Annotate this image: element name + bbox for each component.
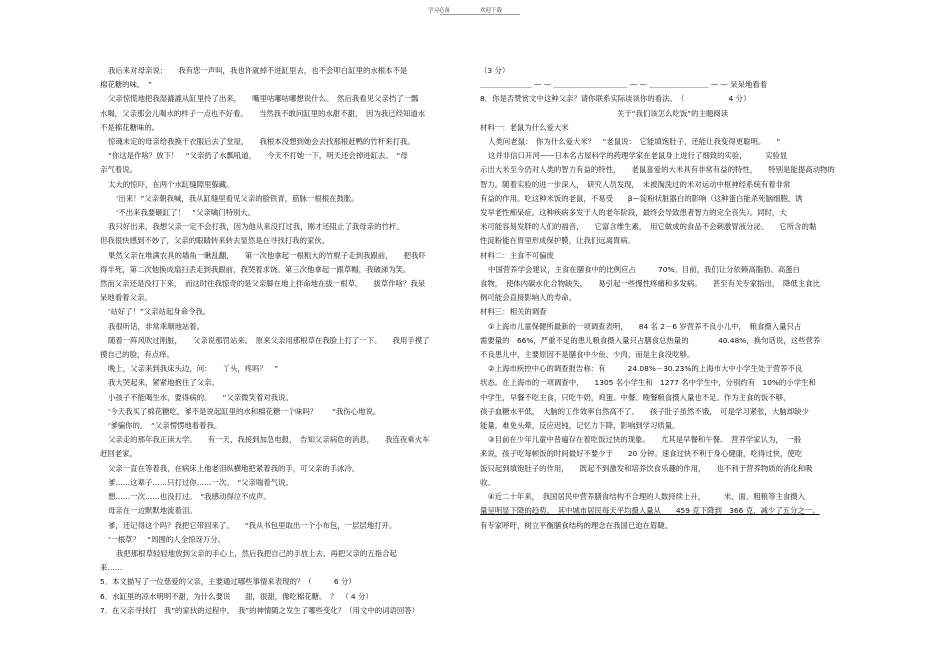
right-line: 中学生，早餐不吃主食，只吃牛奶，鸡蛋。中餐、晚餐粮食摄入量也不足。作为主食的饭不够， [480,392,791,402]
left-line: ‘爹骗你的。 “父亲愣愣地看着我。 [108,421,222,431]
left-column [100,64,460,618]
left-line: 然而父亲还是没打下来， 而这时往我惊奇的是父亲脚在地上拌命地在拔一根草。 拔草作啥？我呆 [100,279,426,289]
right-line: 收。 [480,477,495,487]
right-line: 需要量的 66%，严重不足的患儿粮食摄入量只占膳食总热量的 40.48%，换句话说，这些营养 [480,335,821,345]
left-line: 果然父亲在堆满农具的墙角一瞅乱翻， 第一次他拿起一根粗大的竹棍子走到我跟前， 把我吓 [108,250,426,260]
left-line: 父亲一直在等着我，在病床上他老泪纵横地把紧着我的手，可父亲的手冰冷。 [108,463,360,473]
right-line: 食物， 使体内碳水化合物缺失， 易引起一些慢性疼痛和多发病。 甚至有关专家指出， 降低主食比 [480,279,820,289]
answer-blank-line: ＿＿＿＿＿＿＿ — — ＿＿＿＿＿＿＿＿＿＿ — — ＿＿＿＿＿＿＿＿ — — 呆呆地看着 [480,80,768,90]
left-line: 呆地看着父亲。 [100,293,152,303]
left-line: ‘站好了！”父亲站起身命令我。 [108,307,211,317]
left-line: 但我很快感到不妙了，父亲的眼睛转来转去显然是在寻找打我的家伙。 [100,236,330,246]
right-line: 有益的作用。吃这种米饭的老鼠，不易受 β—淀粉状脏器白的影响（这种蛋白能杀死脑细胞，诱 [480,193,803,203]
header-right-text: 欢迎下载 [480,8,503,14]
left-line: 太大的惊吓，在两个水缸缝隙里躲藏。 [108,179,234,189]
left-line: ‘不出来我要砸缸了！ “父亲噙门特别大。 [116,208,256,218]
left-line: 爹，还记得这个吗？我把它带回来了。 “我从书包里取出一个小布包，一层层地打开。 [108,520,397,530]
left-line: “你这是作啥？放下！ “父亲扔了水瓢吼道， 今天不打她一下，明天还会掉进缸去。 “母 [108,151,408,161]
left-line: 得半死，第二次他换成扇扫丢走到我跟前，我哭着求饶。第三次他拿起一跟草帽，我破涕为笑。 [100,264,411,274]
right-line: 能量，难免头晕，反应迟钝，记忆力下降，影响到学习质量。 [480,421,680,431]
right-line: 孩子血糖水平低， 大脑的工作效率自然高不了。 孩子肚子虽然不饿， 可是学习紧张，大脑却缺少 [480,406,809,416]
right-line: 示出大米至今仍对人类的智力有益的特性， 老鼠喜爱的大米具有非常有益的特性， 特别是能提高动物的 [480,165,835,175]
left-line: ‘出来！”父亲朝我喊，我从缸缝里看见父亲的脸铁青，筋脉一根根在鼓胀。 [116,193,359,203]
left-line: ‘一根草？ “周围的人全惊讶万分。 [108,534,226,544]
left-line: 棉花糖的味。 ” [100,80,152,90]
left-line: 亲气着说。 [100,165,137,175]
left-line: 父亲走的那年我正读大学。 有一天，我接到加急电报， 告知父亲病危的消息， 我连夜乘火车 [108,435,430,445]
left-line: 随着一阵风吹过刚脏， 父亲说那罚站来。 原来父亲用那根草在我脸上打了一下。 我用手摸了 [108,335,430,345]
question-5: 5．本文描写了一位慈爱的父亲，主要通过哪些事情来表现的？（ 6 分） [100,577,356,587]
right-line: ③目前在少年儿童中普遍存在着吃饭过快的现象。 尤其是早餐和午餐。 营养学家认为， 一般 [488,435,802,445]
left-line: 我把那根草轻轻地放到父亲的手心上，然后我把自己的手放上去，再把父亲的五指合起 [116,548,397,558]
left-line: 来…… [100,563,123,573]
right-line-underlined: 量呈明显下降的趋势。 其中城市居民每天平均摄入量从 459 克下降到 366 克，减少了五分之一。 [480,506,820,516]
left-line: 不是棉花糖味的。 [100,122,160,132]
left-line: 我只好出来，我想父亲一定不会打我，因为他从来没打过我，刚才还阻止了我母亲的竹杆。 [108,222,404,232]
left-line: 母亲在一边默默地流着泪。 [108,506,197,516]
question-7: 7．在父亲寻找打 我”的家伙的过程中， 我”的神情随之发生了哪些变化？（用文中的词语回答） [100,605,420,615]
right-line: ④近二十年来， 我国居民中营养膳食结构不合理的人数持续上升， 米、面、粗粮等主食摄入 [488,492,806,502]
left-line: 惊魂未定的母亲给我换干衣服后去了堂屋， 我根本没想到她会去找那根赶鸭的竹杆来打我。 [108,137,415,147]
left-line: 摸自己的脸，有点痒。 [100,350,174,360]
right-line: 米可能容易发胖的人们的福音， 它富含维生素， 用它做成的食品不会刺激胃液分泌。 它所含的黏 [480,222,817,232]
right-line: 饭只起到填饱肚子的作用， 既起不到激发和培养饮食乐趣的作用， 也不利于营养物质的消化和吸 [480,463,813,473]
right-line: 状态。在上海市的一项调查中， 1305 名小学生和 1277 名中学生中，分别约有 10%的小学生和 [480,378,816,388]
left-line: 我后来对母亲说： 我有您一声叫，我也许就掉不进缸里去，也不会叩白缸里的水根本不是 [108,66,408,75]
right-line: ②上海市疾控中心的调查报告称：有 24.08%－30.23%的上海市大中小学生处于营养不良 [488,364,803,374]
right-line: 来说，孩子吃每顿饭的时间最好不要少于 20 分钟。速食过快不利于身心健康，吃得过快，使吃 [480,449,803,459]
right-line: 性淀粉能在胃里形成保护膜，让我们远离胃病。 [480,236,636,246]
header-left-text: 学习必备 [428,8,451,14]
right-line: 中国营养学会建议，主食在膳食中的比例应占 70%。目前，我们让分依赖高脂肪、高蛋白 [488,264,801,274]
left-line: 赶回老家。 [100,449,137,459]
question-6: 6．水缸里的凉水明明不甜，为什么要说 甜，很甜，像吃棉花糖。 ？ （ 4 分） [100,591,373,601]
page-header [0,6,950,18]
right-line: 有专家呼吁，树立平衡膳食结构的理念在我国已迫在眉睫。 [480,520,673,530]
left-line: 水喝，父亲那会儿喝水的样子一点也不好看。 当然我不敢问缸里的水甜不甜， 因为我已经知道水 [100,108,426,118]
material-heading: 材料二：主食不可偏废 [480,250,554,260]
right-column [480,64,865,533]
material-heading: 材料三：相关的调查 [480,307,547,317]
right-line: 这并非信口开河——日本名古屋科学的药理学家在老鼠身上进行了细致的实验， 实验显 [488,151,788,161]
material-heading: 材料一：老鼠为什么爱大米 [480,122,569,132]
left-line: 晚上，父亲来到我床头边，问： 丫头，疼吗？ ” [108,364,279,374]
right-line: 智力。随着实验的进一步深入， 研究人员发现， 未被淘洗过的米对运动中枢神经系统有着非常 [480,179,791,189]
right-line: （3 分） [480,66,510,75]
right-line: 例可能会直接影响人的寿命。 [480,293,577,303]
section-title: 关于“我们该怎么吃饭”的主题阅读 [616,108,729,118]
right-line: 人类问老鼠： 你为什么爱大米？ “老鼠说： 它能填饱肚子，还能让我变得更聪明。 ” [488,137,781,147]
header-rule [440,14,520,15]
left-line: ‘今天我买了棉花糖吃，爹不是说起缸里的水和棉花糖一个味吗？ “我伤心地说。 [108,406,381,416]
left-line: 父亲惊慌地把我湿漉漉从缸里拎了出来， 嘴里咕嘟咕嘟想说什么。 然后我看见父亲挡了一瓢 [108,94,419,104]
left-line: 我很听话，非常乖顺地站着。 [108,321,205,331]
left-line: 想……一次……也没打过。 “我感动得泣不成声。 [108,492,271,502]
left-line: 小孩子不能喝生水，要得病的。 “父亲微笑着对我说。 [108,392,293,402]
left-line: 我大哭起来，紧紧地抱住了父亲。 [108,378,219,388]
right-line: ①上海市儿童保健所最新的一项调查表明， 84 名 2－6 岁营养不良小儿中， 粮食摄入量只占 [488,321,802,331]
right-line: 发早老性痴呆症。这种疾病多发于人的老年阶段，最终会导致患者智力的完全丧失）。同时，大 [480,208,787,218]
left-line: 爹……这辈子……只打过你……一次。 “父亲喘着气说。 [108,477,293,487]
question-8: 8．你是否赞赏文中这种父亲？请你联系实际谈谈你的看法。 （ 4 分） [480,94,751,104]
right-line: 不良患儿中，主要原因不是膳食中少鱼、少肉，而是主食没吃够。 [480,350,695,360]
